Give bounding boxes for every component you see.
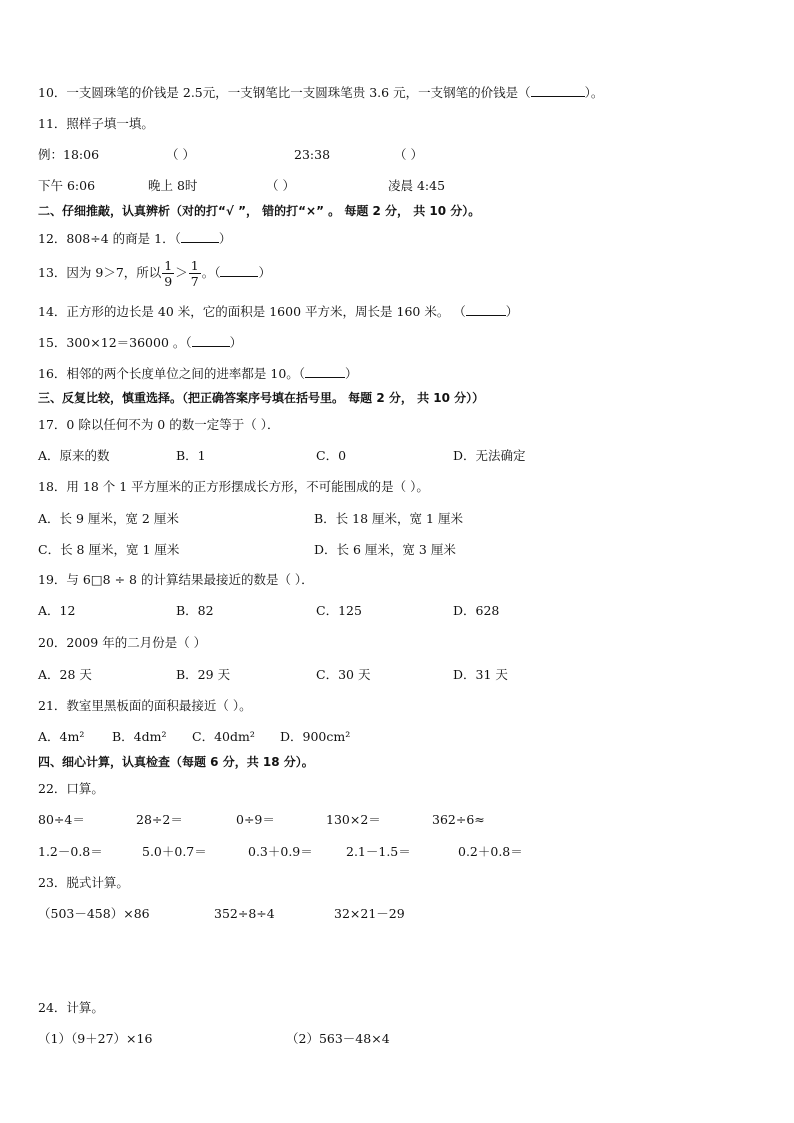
q17-option-d[interactable]: D．无法确定 (453, 448, 526, 463)
question-22-title: 22．口算。 (38, 781, 104, 796)
answer-blank[interactable] (305, 365, 345, 378)
question-12-end: ） (218, 231, 232, 246)
section-3-title: 三、反复比较，慎重选择。（把正确答案序号填在括号里。 每题 2 分， 共 10 分）） (38, 391, 485, 405)
q23-expression: 32×21－29 (334, 906, 405, 921)
question-10 (38, 84, 603, 101)
q11-row1-example: 例：18:06 (38, 147, 100, 162)
q19-option-d[interactable]: D．628 (453, 603, 500, 618)
q18-option-b[interactable]: B．长 18 厘米，宽 1 厘米 (314, 511, 463, 526)
q23-expression: （503－458）×86 (38, 906, 150, 921)
q17-option-c[interactable]: C．0 (316, 448, 347, 463)
question-12-text: 12．808÷4 的商是 1．（ (38, 231, 181, 246)
q22-calc: 130×2＝ (326, 812, 381, 827)
q20-option-b[interactable]: B．29 天 (176, 667, 231, 682)
question-14 (38, 303, 518, 320)
q22-calc: 1.2－0.8＝ (38, 844, 103, 859)
question-10-end: ）。 (584, 85, 604, 100)
question-15 (38, 334, 242, 351)
q22-calc: 0÷9＝ (236, 812, 275, 827)
q20-option-d[interactable]: D．31 天 (453, 667, 508, 682)
answer-blank[interactable] (220, 264, 258, 277)
question-18: 18．用 18 个 1 平方厘米的正方形摆成长方形，不可能围成的是（ ）。 (38, 479, 429, 494)
question-16-text: 16．相邻的两个长度单位之间的进率都是 10。（ (38, 366, 306, 381)
question-24-title: 24．计算。 (38, 1000, 104, 1015)
question-21: 21．教室里黑板面的面积最接近（ ）。 (38, 698, 252, 713)
fraction-one-seventh: $\frac{1}{7}$ (190, 258, 199, 289)
q11-row2-time-1: 下午 6:06 (38, 178, 96, 193)
q22-calc: 0.2＋0.8＝ (458, 844, 523, 859)
q21-option-a[interactable]: A．4m² (38, 729, 85, 744)
question-13-end: ） (258, 265, 271, 280)
q17-option-b[interactable]: B．1 (176, 448, 206, 463)
q22-calc: 28÷2＝ (136, 812, 183, 827)
section-2-title: 二、仔细推敲，认真辨析（对的打“√ ”， 错的打“×” 。 每题 2 分， 共 10 分）。 (38, 204, 481, 218)
q21-option-b[interactable]: B．4dm² (112, 729, 167, 744)
q22-calc: 80÷4＝ (38, 812, 85, 827)
question-14-end: ） (505, 304, 519, 319)
question-20: 20．2009 年的二月份是（ ） (38, 635, 207, 650)
section-4-title: 四、细心计算，认真检查（每题 6 分，共 18 分）。 (38, 755, 314, 769)
q17-option-a[interactable]: A．原来的数 (38, 448, 110, 463)
q22-calc: 2.1－1.5＝ (346, 844, 411, 859)
q22-calc: 362÷6≈ (432, 812, 485, 827)
q22-calc: 5.0＋0.7＝ (142, 844, 207, 859)
question-19: 19．与 6□8 ÷ 8 的计算结果最接近的数是（ ）． (38, 572, 314, 587)
q18-option-d[interactable]: D．长 6 厘米，宽 3 厘米 (314, 542, 456, 557)
question-14-text: 14．正方形的边长是 40 米，它的面积是 1600 平方米，周长是 160 米。 （ (38, 304, 466, 319)
q11-row1-time: 23:38 (294, 147, 331, 162)
question-10-text: 10．一支圆珠笔的价钱是 2.5元，一支钢笔比一支圆珠笔贵 3.6 元，一支钢笔的价钱是（ (38, 85, 531, 100)
question-17: 17．0 除以任何不为 0 的数一定等于（ ）． (38, 417, 280, 432)
answer-blank[interactable] (466, 303, 506, 316)
question-23-title: 23．脱式计算。 (38, 875, 129, 890)
question-12 (38, 230, 231, 247)
q24-expression: （2）563－48×4 (286, 1031, 390, 1046)
q11-row2-time-3: 凌晨 4:45 (388, 178, 446, 193)
q21-option-d[interactable]: D．900cm² (280, 729, 351, 744)
q19-option-c[interactable]: C．125 (316, 603, 362, 618)
q19-option-b[interactable]: B．82 (176, 603, 214, 618)
q20-option-a[interactable]: A．28 天 (38, 667, 92, 682)
q19-option-a[interactable]: A．12 (38, 603, 76, 618)
q23-expression: 352÷8÷4 (214, 906, 275, 921)
fraction-one-ninth: $\frac{1}{9}$ (164, 258, 173, 289)
question-13 (38, 256, 271, 290)
question-13-prefix: 13．因为 9＞7，所以 (38, 265, 162, 280)
question-16 (38, 365, 358, 382)
question-15-end: ） (229, 335, 243, 350)
q18-option-c[interactable]: C．长 8 厘米，宽 1 厘米 (38, 542, 180, 557)
q18-option-a[interactable]: A．长 9 厘米，宽 2 厘米 (38, 511, 179, 526)
q11-row1-answer-1[interactable]: （ ） (166, 147, 195, 162)
question-13-suffix: 。（ (201, 265, 221, 280)
answer-blank[interactable] (531, 84, 585, 97)
q11-row2-answer[interactable]: （ ） (266, 178, 295, 193)
q24-expression: （1）（9＋27）×16 (38, 1031, 153, 1046)
q22-calc: 0.3＋0.9＝ (248, 844, 313, 859)
q11-row1-answer-2[interactable]: （ ） (394, 147, 423, 162)
greater-than: ＞ (175, 265, 188, 280)
question-11-title: 11．照样子填一填。 (38, 116, 154, 131)
question-16-end: ） (345, 366, 358, 381)
q21-option-c[interactable]: C．40dm² (192, 729, 255, 744)
question-15-text: 15．300×12＝36000 。（ (38, 335, 192, 350)
answer-blank[interactable] (181, 230, 219, 243)
q11-row2-time-2: 晚上 8时 (148, 178, 198, 193)
q20-option-c[interactable]: C．30 天 (316, 667, 371, 682)
answer-blank[interactable] (192, 334, 230, 347)
